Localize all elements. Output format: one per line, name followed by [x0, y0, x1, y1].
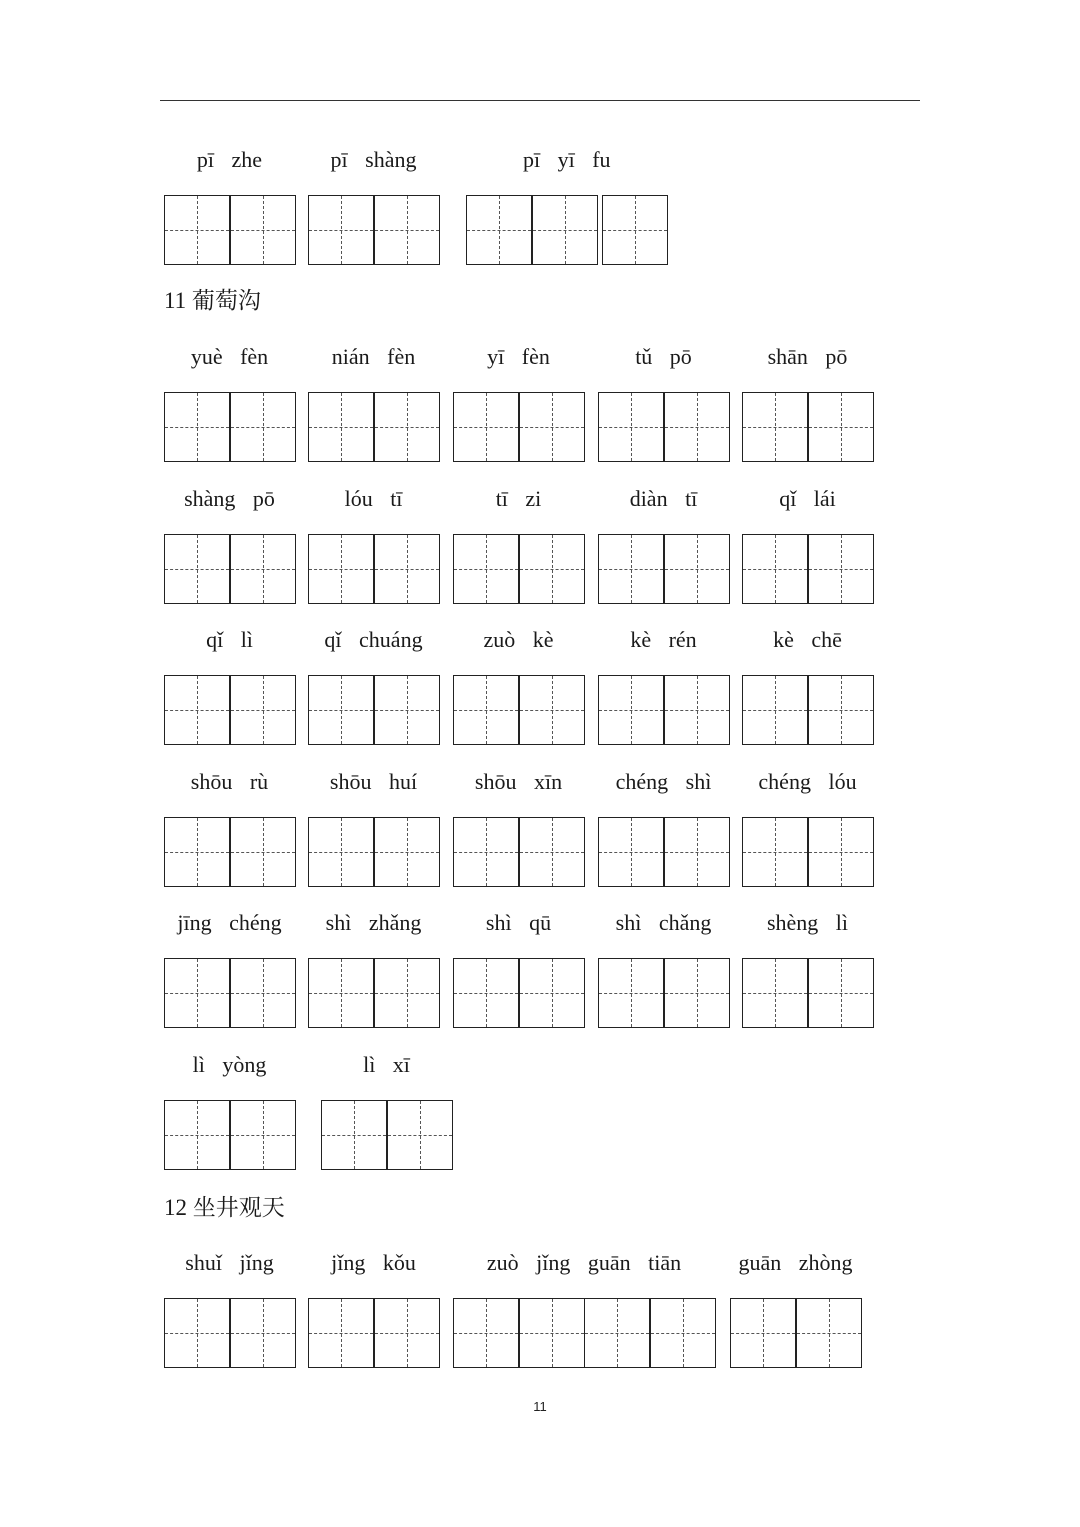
writing-cell [453, 392, 519, 462]
writing-cell [164, 817, 230, 887]
writing-cell [664, 534, 730, 604]
writing-cell [742, 958, 808, 1028]
pinyin-label: lì yòng [192, 1052, 267, 1077]
writing-cell [519, 392, 585, 462]
pinyin-label: jǐng kǒu [331, 1250, 416, 1275]
writing-cell [466, 195, 532, 265]
pinyin-label: shuǐ jǐng [185, 1250, 274, 1275]
writing-cell [308, 195, 374, 265]
pinyin-label: kè chē [773, 627, 842, 652]
pinyin-label: shèng lì [766, 910, 849, 935]
lesson-title: 12 坐井观天 [164, 1195, 285, 1220]
writing-cell [374, 195, 440, 265]
pinyin-label: kè rén [630, 627, 697, 652]
writing-cell [742, 534, 808, 604]
pinyin-label: shì zhǎng [325, 910, 422, 935]
writing-cell [308, 1298, 374, 1368]
pinyin-label: qǐ lì [206, 627, 253, 652]
pinyin-label: pī zhe [196, 147, 263, 172]
writing-cell [650, 1298, 716, 1368]
pinyin-label: diàn tī [629, 486, 698, 511]
writing-cell [598, 817, 664, 887]
writing-cell [742, 675, 808, 745]
writing-cell [164, 534, 230, 604]
pinyin-label: shōu huí [329, 769, 418, 794]
pinyin-label: chéng lóu [758, 769, 857, 794]
writing-cell [664, 675, 730, 745]
writing-cell [519, 675, 585, 745]
writing-cell [453, 1298, 519, 1368]
writing-cell [321, 1100, 387, 1170]
pinyin-label: zuò jǐng guān tiān [486, 1250, 682, 1275]
writing-cell [664, 958, 730, 1028]
writing-cell [519, 958, 585, 1028]
writing-cell [453, 958, 519, 1028]
writing-cell [598, 675, 664, 745]
writing-cell [664, 817, 730, 887]
pinyin-label: pī yī fu [522, 147, 611, 172]
pinyin-label: yuè fèn [190, 344, 269, 369]
writing-cell [308, 534, 374, 604]
pinyin-label: jīng chéng [177, 910, 282, 935]
writing-cell [808, 534, 874, 604]
writing-cell [230, 1298, 296, 1368]
pinyin-label: qǐ lái [779, 486, 836, 511]
writing-cell [453, 675, 519, 745]
pinyin-label: chéng shì [615, 769, 712, 794]
writing-cell [230, 534, 296, 604]
writing-cell [519, 534, 585, 604]
pinyin-label: shān pō [767, 344, 848, 369]
writing-cell [164, 392, 230, 462]
pinyin-label: shàng pō [184, 486, 275, 511]
writing-cell [598, 392, 664, 462]
writing-cell [164, 958, 230, 1028]
writing-cell [742, 817, 808, 887]
pinyin-label: shì chǎng [615, 910, 712, 935]
writing-cell [453, 534, 519, 604]
lesson-title: 11 葡萄沟 [164, 288, 261, 313]
writing-cell [374, 958, 440, 1028]
writing-cell [374, 675, 440, 745]
pinyin-label: lóu tī [344, 486, 403, 511]
pinyin-label: yī fèn [487, 344, 550, 369]
writing-cell [164, 675, 230, 745]
writing-cell [602, 195, 668, 265]
pinyin-label: shōu rù [190, 769, 269, 794]
writing-cell [598, 958, 664, 1028]
writing-cell [308, 392, 374, 462]
writing-cell [374, 534, 440, 604]
writing-cell [230, 392, 296, 462]
page-number: 11 [533, 1399, 547, 1414]
writing-cell [796, 1298, 862, 1368]
writing-cell [808, 392, 874, 462]
writing-cell [308, 958, 374, 1028]
writing-cell [230, 675, 296, 745]
writing-cell [598, 534, 664, 604]
writing-cell [230, 195, 296, 265]
pinyin-label: nián fèn [331, 344, 416, 369]
writing-cell [308, 675, 374, 745]
writing-cell [374, 1298, 440, 1368]
writing-cell [808, 958, 874, 1028]
writing-cell [453, 817, 519, 887]
writing-cell [164, 1100, 230, 1170]
writing-cell [742, 392, 808, 462]
pinyin-label: guān zhòng [738, 1250, 853, 1275]
writing-cell [374, 817, 440, 887]
writing-cell [519, 817, 585, 887]
writing-cell [230, 958, 296, 1028]
writing-cell [164, 1298, 230, 1368]
writing-cell [664, 392, 730, 462]
pinyin-label: shì qū [485, 910, 552, 935]
writing-cell [519, 1298, 585, 1368]
writing-cell [532, 195, 598, 265]
writing-cell [230, 817, 296, 887]
writing-cell [584, 1298, 650, 1368]
pinyin-label: tī zi [495, 486, 542, 511]
writing-cell [230, 1100, 296, 1170]
header-rule [160, 100, 920, 101]
writing-cell [808, 817, 874, 887]
writing-cell [808, 675, 874, 745]
pinyin-label: tǔ pō [635, 344, 692, 369]
writing-cell [164, 195, 230, 265]
writing-cell [374, 392, 440, 462]
writing-cell [308, 817, 374, 887]
pinyin-label: pī shàng [330, 147, 417, 172]
pinyin-label: qǐ chuáng [324, 627, 423, 652]
writing-cell [730, 1298, 796, 1368]
pinyin-label: zuò kè [483, 627, 554, 652]
writing-cell [387, 1100, 453, 1170]
pinyin-label: lì xī [363, 1052, 410, 1077]
pinyin-label: shōu xīn [474, 769, 563, 794]
